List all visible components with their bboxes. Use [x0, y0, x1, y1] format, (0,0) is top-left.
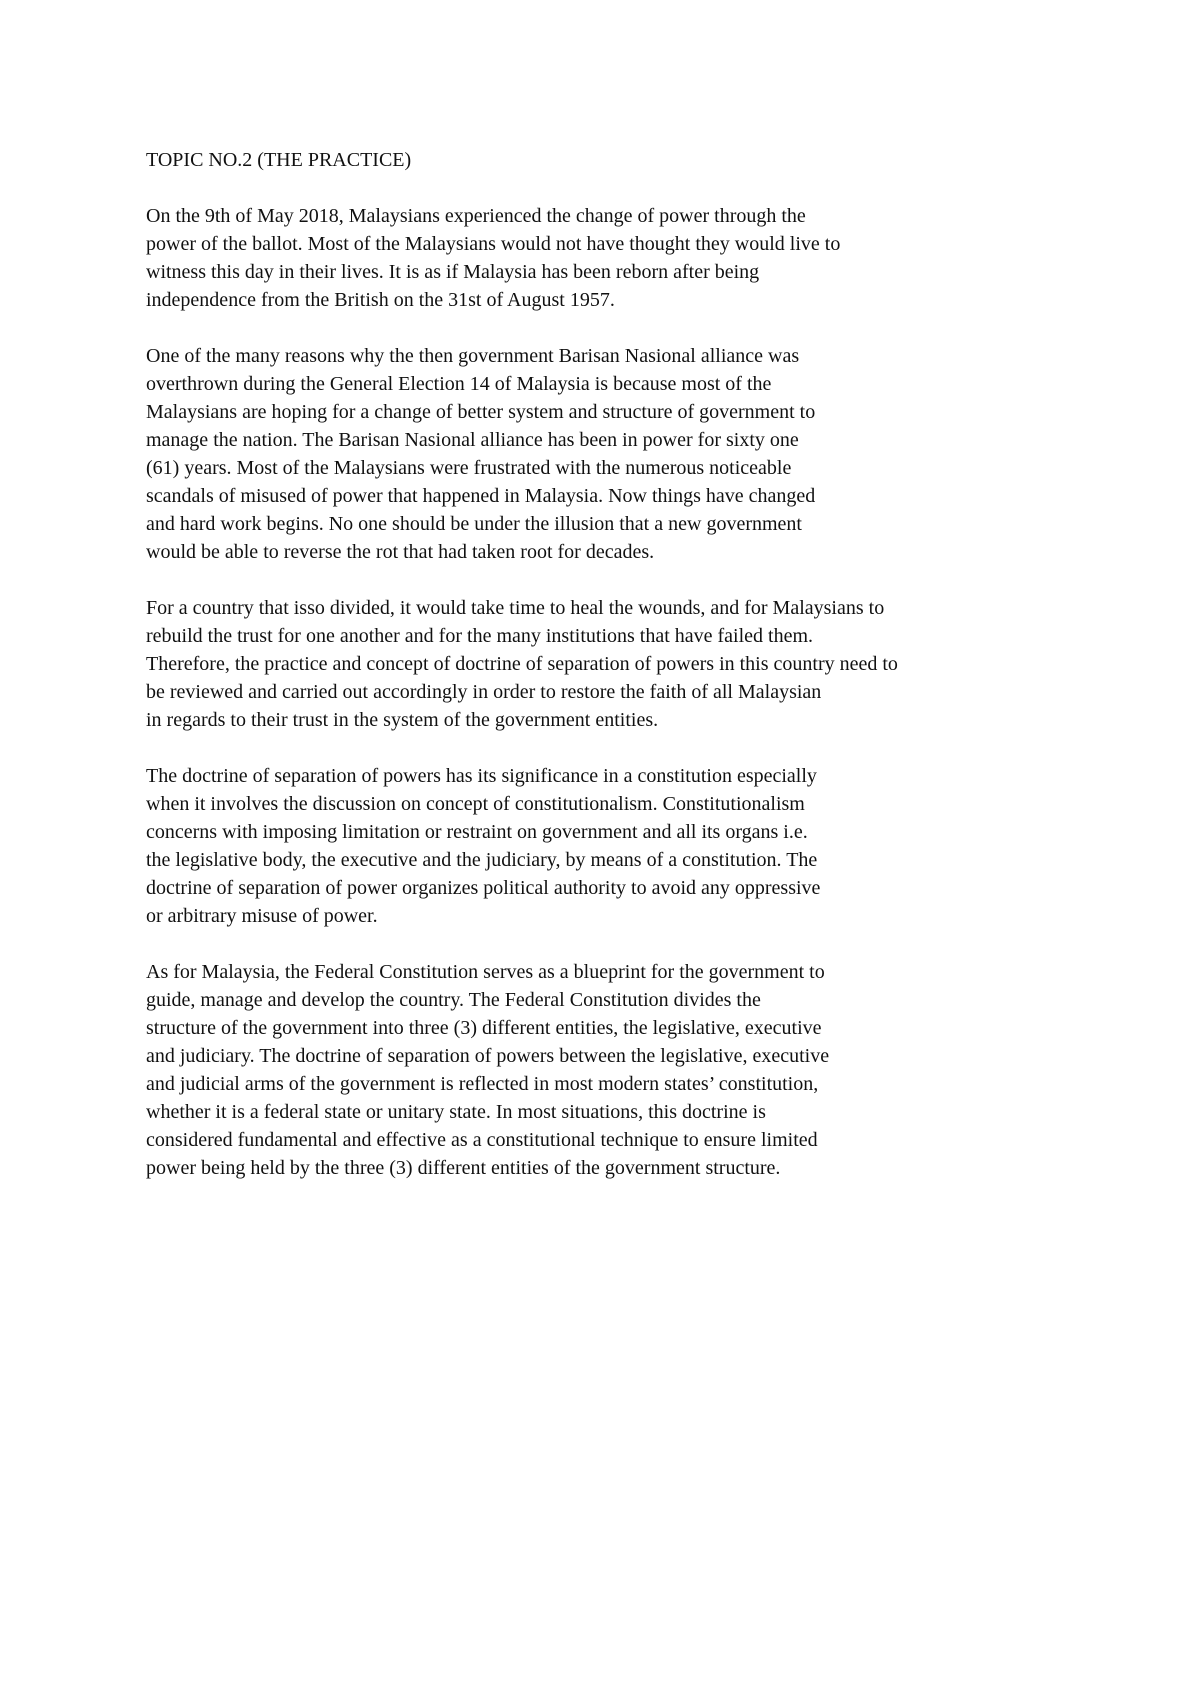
text-line: Therefore, the practice and concept of doctrine of separation of powers in this country need to: [146, 653, 898, 675]
text-line: when it involves the discussion on concept of constitutionalism. Constitutionalism: [146, 793, 805, 815]
text-line: rebuild the trust for one another and for the many institutions that have failed them.: [146, 625, 814, 647]
text-line: in regards to their trust in the system of the government entities.: [146, 709, 659, 731]
text-line: and hard work begins. No one should be under the illusion that a new government: [146, 513, 802, 535]
text-line: As for Malaysia, the Federal Constitution serves as a blueprint for the government to: [146, 961, 825, 983]
text-line: On the 9th of May 2018, Malaysians experienced the change of power through the: [146, 205, 806, 227]
paragraph-3: [146, 594, 1086, 734]
text-line: would be able to reverse the rot that had taken root for decades.: [146, 541, 655, 563]
text-line: the legislative body, the executive and the judiciary, by means of a constitution. The: [146, 849, 818, 871]
text-line: and judiciary. The doctrine of separation of powers between the legislative, executive: [146, 1045, 830, 1067]
document-heading: TOPIC NO.2 (THE PRACTICE): [146, 149, 412, 171]
paragraph-5: [146, 958, 1086, 1182]
text-line: The doctrine of separation of powers has its significance in a constitution especially: [146, 765, 817, 787]
text-line: guide, manage and develop the country. The Federal Constitution divides the: [146, 989, 761, 1011]
text-line: concerns with imposing limitation or restraint on government and all its organs i.e.: [146, 821, 808, 843]
paragraph-1: [146, 202, 1086, 314]
text-line: witness this day in their lives. It is as if Malaysia has been reborn after being: [146, 261, 760, 283]
text-line: manage the nation. The Barisan Nasional alliance has been in power for sixty one: [146, 429, 799, 451]
document-body: [146, 146, 1086, 1210]
text-line: Malaysians are hoping for a change of better system and structure of government to: [146, 401, 816, 423]
text-line: power being held by the three (3) different entities of the government structure.: [146, 1157, 781, 1179]
text-line: scandals of misused of power that happened in Malaysia. Now things have changed: [146, 485, 816, 507]
text-line: be reviewed and carried out accordingly in order to restore the faith of all Malaysian: [146, 681, 822, 703]
text-line: doctrine of separation of power organizes political authority to avoid any oppressive: [146, 877, 821, 899]
text-line: whether it is a federal state or unitary state. In most situations, this doctrine is: [146, 1101, 766, 1123]
text-line: For a country that isso divided, it would take time to heal the wounds, and for Malaysians to: [146, 597, 885, 619]
paragraph-2: [146, 342, 1086, 566]
text-line: structure of the government into three (3) different entities, the legislative, executive: [146, 1017, 822, 1039]
text-line: considered fundamental and effective as a constitutional technique to ensure limited: [146, 1129, 818, 1151]
text-line: (61) years. Most of the Malaysians were frustrated with the numerous noticeable: [146, 457, 792, 479]
paragraph-4: [146, 762, 1086, 930]
text-line: and judicial arms of the government is reflected in most modern states’ constitution,: [146, 1073, 819, 1095]
text-line: One of the many reasons why the then government Barisan Nasional alliance was: [146, 345, 800, 367]
text-line: independence from the British on the 31st of August 1957.: [146, 289, 615, 311]
text-line: or arbitrary misuse of power.: [146, 905, 378, 927]
text-line: overthrown during the General Election 14 of Malaysia is because most of the: [146, 373, 772, 395]
text-line: power of the ballot. Most of the Malaysians would not have thought they would live to: [146, 233, 841, 255]
